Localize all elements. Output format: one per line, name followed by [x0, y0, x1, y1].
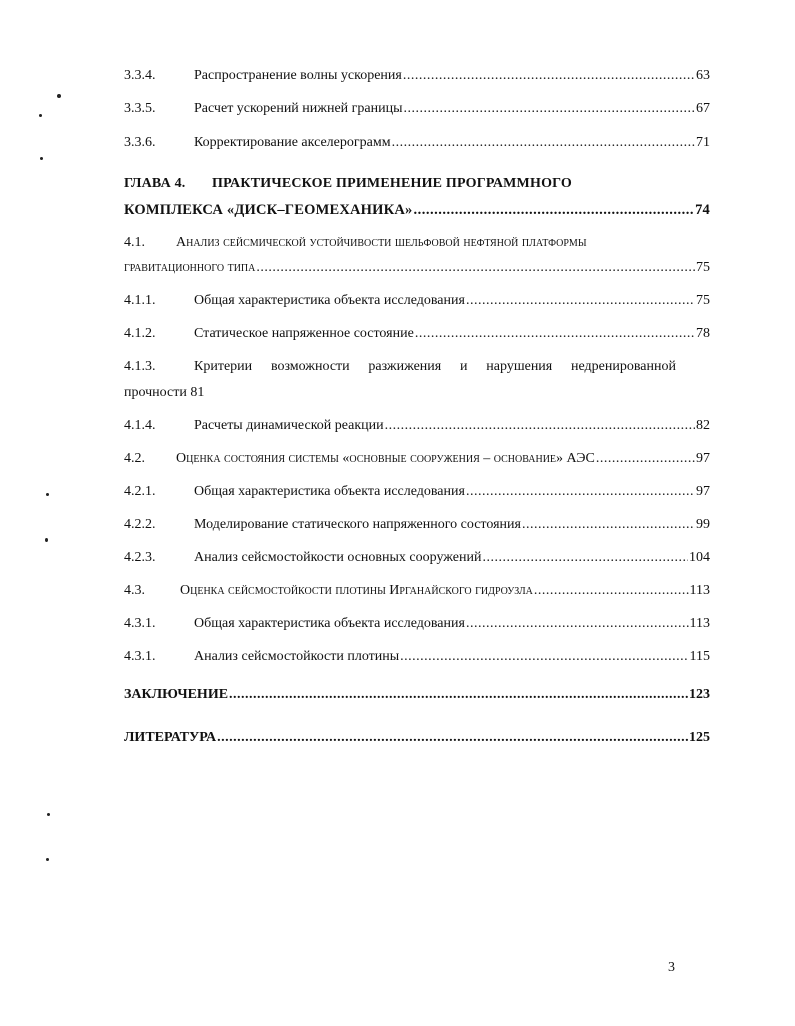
toc-entry-4-2-2	[124, 516, 710, 534]
toc-section-4-3	[124, 582, 710, 600]
toc-entry-title-line1: Критерии возможности разжижения и нарушения недренированной	[194, 359, 676, 374]
toc-entry-page: 63	[696, 68, 710, 83]
toc-entry-number: 4.1.4.	[124, 418, 156, 433]
toc-leader-dots	[522, 516, 695, 534]
toc-leader-dots	[229, 686, 688, 704]
toc-entry-page: 115	[689, 649, 710, 664]
section-number: 4.2.	[124, 451, 145, 466]
conclusion-title: ЗАКЛЮЧЕНИЕ	[124, 687, 229, 702]
toc-section-4-1-line2	[124, 259, 710, 277]
toc-chapter-4-line2	[124, 201, 710, 219]
toc-leader-dots	[413, 201, 694, 219]
toc-entry-title: Общая характеристика объекта исследования	[194, 484, 465, 499]
toc-entry-number: 4.3.1.	[124, 616, 156, 631]
section-title-line1: Анализ сейсмической устойчивости шельфовой нефтяной платформы	[176, 235, 587, 250]
toc-entry-page: 71	[696, 135, 710, 150]
toc-entry-4-2-1	[124, 483, 710, 501]
toc-section-4-1-line1	[124, 234, 587, 252]
toc-entry-number: 4.1.2.	[124, 326, 156, 341]
toc-leader-dots	[466, 483, 695, 501]
toc-entry-number: 4.2.2.	[124, 517, 156, 532]
scan-speck	[45, 538, 48, 542]
chapter-label: ГЛАВА 4.	[124, 176, 186, 191]
toc-entry-title: Распространение волны ускорения	[194, 68, 402, 83]
toc-entry-page: 67	[696, 101, 710, 116]
toc-leader-dots	[534, 582, 689, 600]
chapter-page: 74	[695, 202, 710, 218]
scan-speck	[57, 94, 61, 98]
toc-entry-3-3-4	[124, 67, 710, 85]
toc-entry-page: 99	[696, 517, 710, 532]
scan-speck	[47, 813, 50, 816]
section-page: 75	[696, 260, 710, 275]
toc-entry-page: 113	[689, 616, 710, 631]
section-number: 4.1.	[124, 235, 145, 250]
toc-entry-4-1-2	[124, 325, 710, 343]
conclusion-page: 123	[689, 687, 710, 702]
toc-entry-page: 78	[696, 326, 710, 341]
toc-leader-dots	[400, 648, 688, 666]
toc-leader-dots	[403, 67, 695, 85]
literature-title: ЛИТЕРАТУРА	[124, 730, 217, 745]
toc-entry-title: Корректирование акселерограмм	[194, 135, 391, 150]
toc-entry-number: 4.1.1.	[124, 293, 156, 308]
toc-entry-title: Расчет ускорений нижней границы	[194, 101, 403, 116]
toc-entry-number: 3.3.4.	[124, 68, 156, 83]
section-title: Оценка состояния системы «основные сооружения – основание» АЭС	[176, 451, 595, 466]
toc-entry-4-1-3-line1	[124, 358, 676, 376]
toc-entry-3-3-5	[124, 100, 710, 118]
toc-leader-dots	[466, 615, 689, 633]
toc-leader-dots	[217, 729, 688, 747]
section-page: 97	[696, 451, 710, 466]
toc-entry-number: 4.3.1.	[124, 649, 156, 664]
section-title: Оценка сейсмостойкости плотины Ирганайского гидроузла	[180, 583, 533, 598]
toc-entry-number: 3.3.5.	[124, 101, 156, 116]
toc-entry-4-1-4	[124, 417, 710, 435]
toc-entry-number: 4.1.3.	[124, 359, 156, 374]
toc-section-4-2	[124, 450, 710, 468]
toc-entry-4-3-1	[124, 615, 710, 633]
toc-leader-dots	[415, 325, 695, 343]
toc-entry-title: Моделирование статического напряженного состояния	[194, 517, 521, 532]
toc-entry-3-3-6	[124, 134, 710, 152]
scan-speck	[39, 114, 42, 117]
toc-entry-title: Общая характеристика объекта исследования	[194, 293, 465, 308]
literature-page: 125	[689, 730, 710, 745]
section-number: 4.3.	[124, 583, 145, 598]
toc-literature	[124, 729, 710, 747]
toc-entry-title: Расчеты динамической реакции	[194, 418, 384, 433]
toc-leader-dots	[596, 450, 695, 468]
toc-conclusion	[124, 686, 710, 704]
section-page: 113	[689, 583, 710, 598]
toc-entry-4-3-1b	[124, 648, 710, 666]
toc-leader-dots	[404, 100, 696, 118]
chapter-title-line2: КОМПЛЕКСА «ДИСК–ГЕОМЕХАНИКА»	[124, 202, 413, 218]
toc-entry-page: 97	[696, 484, 710, 499]
toc-entry-4-2-3	[124, 549, 710, 567]
toc-entry-page: 82	[696, 418, 710, 433]
toc-entry-page: 104	[689, 550, 710, 565]
toc-entry-title: Общая характеристика объекта исследования	[194, 616, 465, 631]
section-title-line2: гравитационного типа	[124, 260, 256, 275]
page-number: 3	[668, 960, 675, 975]
toc-entry-4-1-1	[124, 292, 710, 310]
scan-speck	[40, 157, 43, 160]
toc-entry-number: 4.2.3.	[124, 550, 156, 565]
toc-leader-dots	[392, 134, 695, 152]
toc-leader-dots	[466, 292, 695, 310]
scan-speck	[46, 493, 49, 496]
toc-entry-number: 3.3.6.	[124, 135, 156, 150]
toc-entry-number: 4.2.1.	[124, 484, 156, 499]
toc-entry-page: 75	[696, 293, 710, 308]
toc-entry-4-1-3-line2: прочности 81	[124, 385, 205, 400]
chapter-title-line1: ПРАКТИЧЕСКОЕ ПРИМЕНЕНИЕ ПРОГРАММНОГО	[212, 176, 573, 191]
toc-entry-title: Анализ сейсмостойкости основных сооружений	[194, 550, 482, 565]
toc-leader-dots	[482, 549, 688, 567]
toc-leader-dots	[385, 417, 695, 435]
toc-entry-title: Статическое напряженное состояние	[194, 326, 414, 341]
toc-chapter-4-line1	[124, 175, 572, 193]
toc-entry-title: Анализ сейсмостойкости плотины	[194, 649, 400, 664]
toc-leader-dots	[256, 259, 695, 277]
scan-speck	[46, 858, 49, 861]
